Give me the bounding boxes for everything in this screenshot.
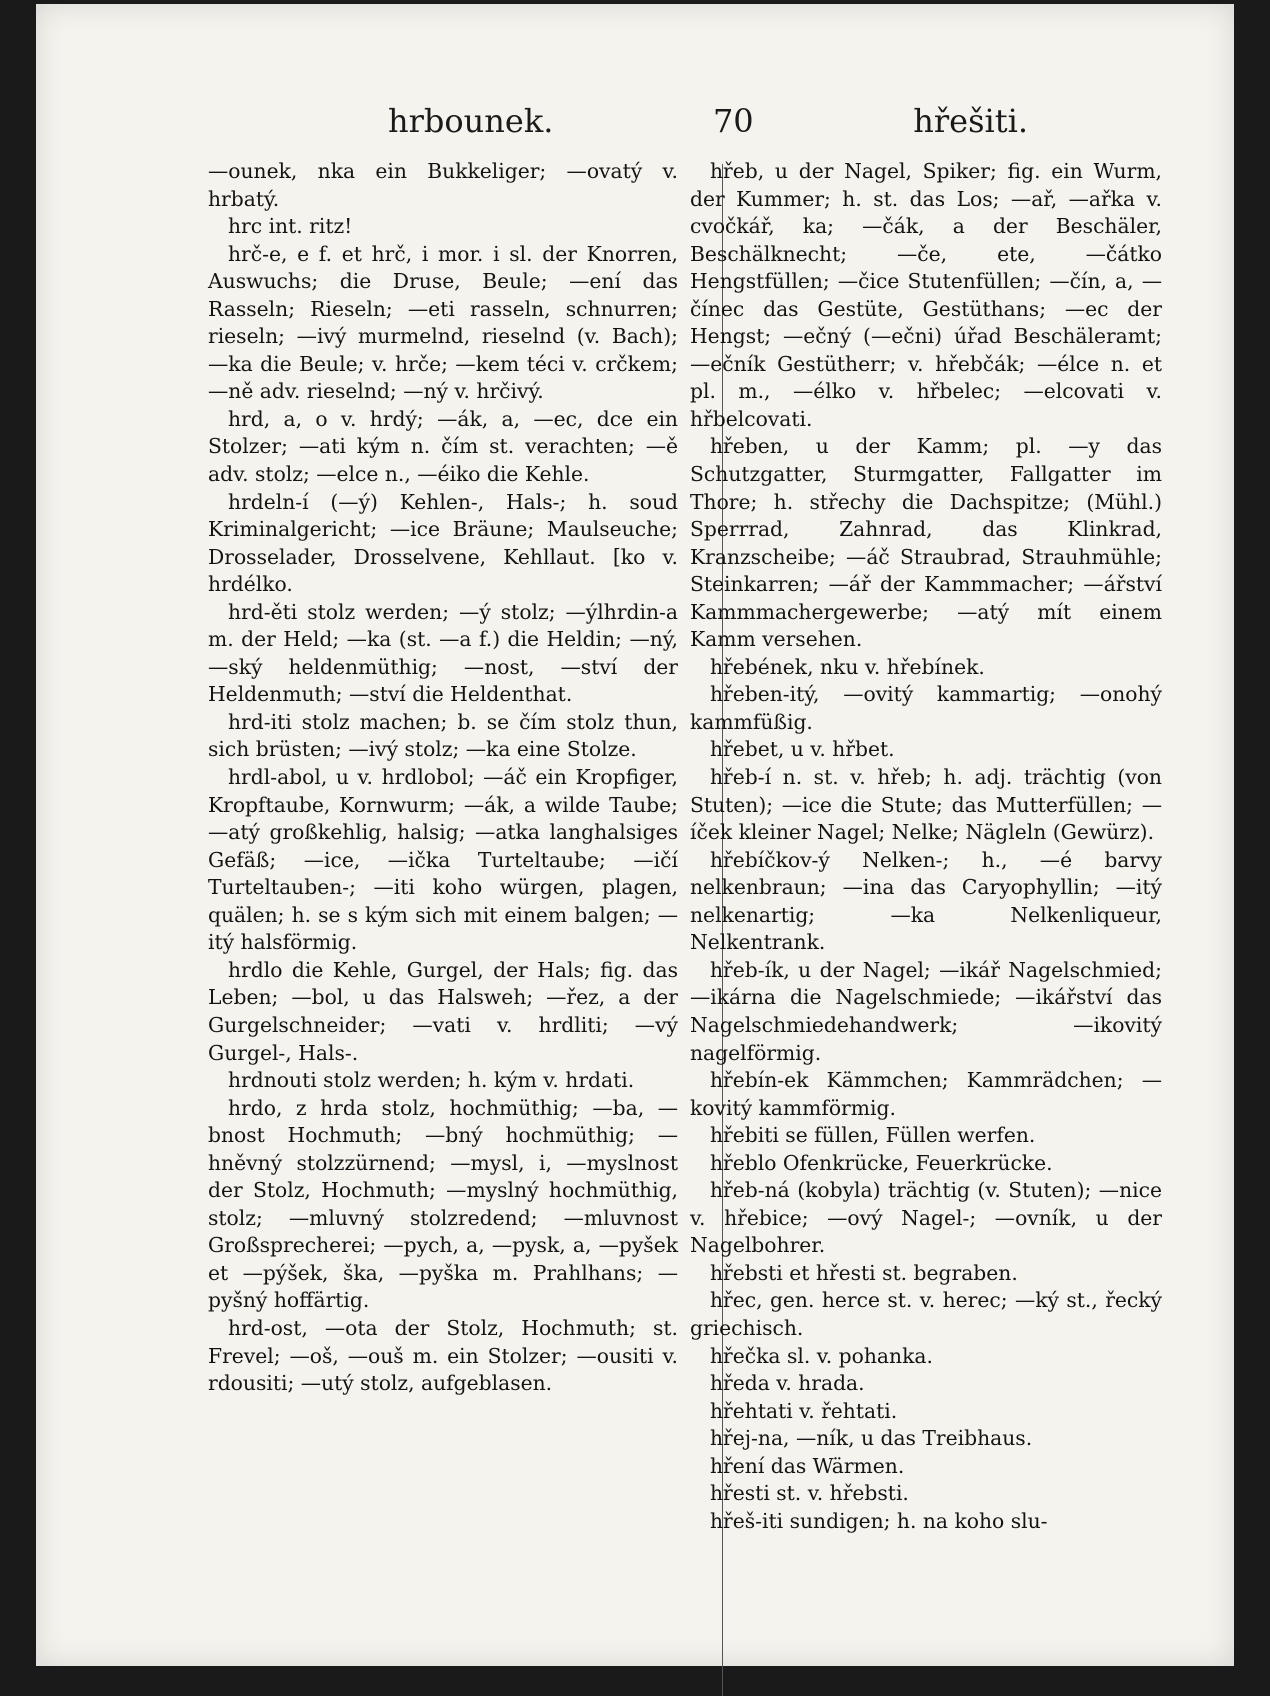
dictionary-entry: hřebsti et hřesti st. begraben.: [710, 1260, 1018, 1285]
dictionary-entry: hrdeln-í (—ý) Kehlen-, Hals-; h. soud Kriminalgericht; —ice Bräune; Maulseuche; Drosselader, Drosselvene, Kehllaut. [ko v. hrdélko.: [208, 489, 678, 597]
dictionary-entry: hrd-iti stolz machen; b. se čím stolz thun, sich brüsten; —ivý stolz; —ka eine Stolze.: [208, 709, 678, 762]
dictionary-entry: hřej-na, —ník, u das Treibhaus.: [710, 1426, 1033, 1451]
header-left-word: hrbounek.: [388, 102, 554, 140]
dictionary-entry: hření das Wärmen.: [710, 1453, 905, 1478]
dictionary-entry: hrdlo die Kehle, Gurgel, der Hals; fig. das Leben; —bol, u das Halsweh; —řez, a der Gurgelschneider; —vati v. hrdliti; —vý Gurgel-, Hals-.: [208, 957, 678, 1065]
dictionary-entry: hrč-e, e f. et hrč, i mor. i sl. der Knorren, Auswuchs; die Druse, Beule; —ení das Rasseln; Rieseln; —eti rasseln, schnurren; rieseln; —ivý murmelnd, rieselnd (v. Bach); —ka die Beule; v. hrče; —kem téci v. crčkem; —ně adv. rieselnd; —ný v. hrčivý.: [208, 241, 678, 404]
dictionary-entry: hřeb-ík, u der Nagel; —ikář Nagelschmied; —ikárna die Nagelschmiede; —ikářství das Nagelschmiedehandwerk; —ikovitý nagelförmig.: [690, 957, 1162, 1065]
dictionary-entry: hřebet, u v. hřbet.: [710, 737, 895, 762]
dictionary-entry: hrd-ěti stolz werden; —ý stolz; —ýlhrdin-a m. der Held; —ka (st. —a f.) die Heldin; —ný, —ský heldenmüthig; —nost, —ství der Heldenmuth; —ství die Heldenthat.: [208, 599, 678, 707]
dictionary-entry: hřeb-í n. st. v. hřeb; h. adj. trächtig (von Stuten); —ice die Stute; das Mutterfüllen; —íček kleiner Nagel; Nelke; Nägleln (Gewürz).: [690, 765, 1162, 845]
dictionary-entry: hřebiti se füllen, Füllen werfen.: [710, 1123, 1036, 1148]
dictionary-entry: hředa v. hrada.: [710, 1371, 865, 1396]
dictionary-entry: hřec, gen. herce st. v. herec; —ký st., řecký griechisch.: [690, 1288, 1162, 1340]
dictionary-entry: —ounek, nka ein Bukkeliger; —ovatý v. hrbatý.: [208, 159, 678, 211]
dictionary-entry: hrdnouti stolz werden; h. kým v. hrdati.: [228, 1068, 635, 1093]
left-column: [208, 158, 678, 1398]
dictionary-entry: hřeben-itý, —ovitý kammartig; —onohý kammfüßig.: [690, 682, 1162, 734]
dictionary-entry: hřehtati v. řehtati.: [710, 1398, 898, 1423]
dictionary-entry: hřebének, nku v. hřebínek.: [710, 654, 985, 679]
dictionary-entry: hřebín-ek Kämmchen; Kammrädchen; —kovitý kammförmig.: [690, 1068, 1162, 1120]
dictionary-entry: hřesti st. v. hřebsti.: [710, 1481, 909, 1506]
dictionary-entry: hřeb-ná (kobyla) trächtig (v. Stuten); —nice v. hřebice; —ový Nagel-; —ovník, u der Nagelbohrer.: [690, 1178, 1162, 1258]
header-right-word: hřešiti.: [913, 102, 1028, 140]
dictionary-entry: hrc int. ritz!: [228, 214, 353, 239]
dictionary-entry: hrdl-abol, u v. hrdlobol; —áč ein Kropfiger, Kropftaube, Kornwurm; —ák, a wilde Taube; —atý großkehlig, halsig; —atka langhalsiges Gefäß; —ice, —ička Turteltaube; —ičí Turteltauben-; —iti koho würgen, plagen, quälen; h. se s kým sich mit einem balgen; —itý halsförmig.: [208, 765, 678, 955]
dictionary-entry: hřeb, u der Nagel, Spiker; fig. ein Wurm, der Kummer; h. st. das Los; —ař, —ařka v. cvočkář, ka; —čák, a der Beschäler, Beschälknecht; —če, ete, —čátko Hengstfüllen; —čice Stutenfüllen; —čín, a, —čínec das Gestüte, Gestüthans; —ec der Hengst; —ečný (—ečni) úřad Beschäleramt; —ečník Gestütherr; v. hřebčák; —élce n. et pl. m., —élko v. hřbelec; —elcovati v. hřbelcovati.: [690, 159, 1162, 431]
dictionary-entry: hřeš-iti sundigen; h. na koho slu-: [710, 1508, 1048, 1533]
dictionary-entry: hrd, a, o v. hrdý; —ák, a, —ec, dce ein Stolzer; —ati kým n. čím st. verachten; —ě adv. stolz; —elce n., —éiko die Kehle.: [208, 406, 678, 487]
dictionary-entry: hřebíčkov-ý Nelken-; h., —é barvy nelkenbraun; —ina das Caryophyllin; —itý nelkenartig; —ka Nelkenliqueur, Nelkentrank.: [690, 847, 1162, 955]
page-number: 70: [712, 102, 754, 140]
dictionary-entry: hřeblo Ofenkrücke, Feuerkrücke.: [710, 1150, 1053, 1175]
dictionary-entry: hřeben, u der Kamm; pl. —y das Schutzgatter, Sturmgatter, Fallgatter im Thore; h. střechy die Dachspitze; (Mühl.) Sperrrad, Zahnrad, das Klinkrad, Kranzscheibe; —áč Straubrad, Strauhmühle; Steinkarren; —ář der Kammmacher; —ářství Kammmachergewerbe; —atý mít einem Kamm versehen.: [690, 434, 1162, 652]
dictionary-entry: hrd-ost, —ota der Stolz, Hochmuth; st. Frevel; —oš, —ouš m. ein Stolzer; —ousiti v. rdousiti; —utý stolz, aufgeblasen.: [208, 1315, 678, 1396]
dictionary-entry: hrdo, z hrda stolz, hochmüthig; —ba, —bnost Hochmuth; —bný hochmüthig; —hněvný stolzzürnend; —mysl, i, —myslnost der Stolz, Hochmuth; —myslný hochmüthig, stolz; —mluvný stolzredend; —mluvnost Großsprecherei; —pych, a, —pysk, a, —pyšek et —pýšek, ška, —pyška m. Prahlhans; —pyšný hoffärtig.: [208, 1095, 678, 1313]
right-column: [690, 158, 1162, 1535]
running-head: [388, 102, 1028, 152]
dictionary-entry: hřečka sl. v. pohanka.: [710, 1343, 933, 1368]
